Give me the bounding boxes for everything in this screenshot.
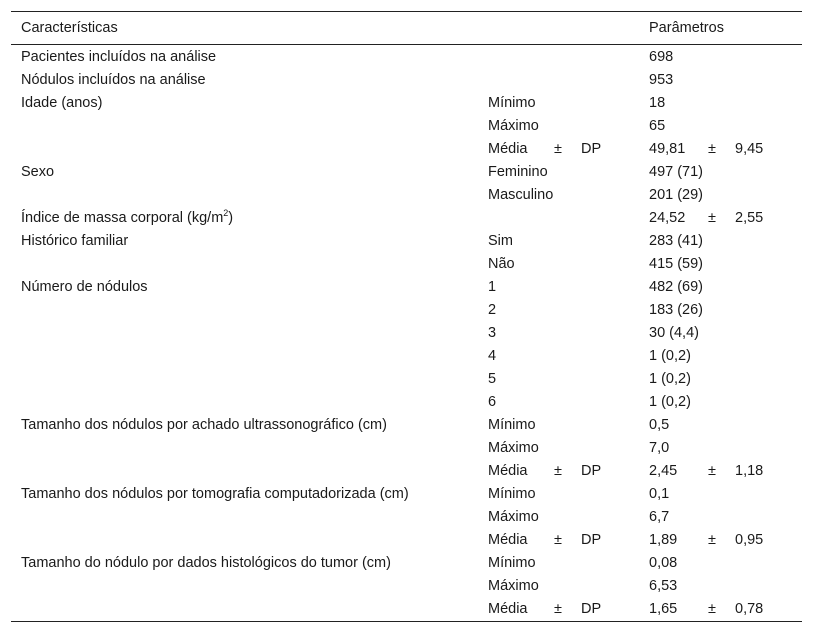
- sd-value: 0,78: [735, 601, 764, 617]
- header-parameters: Parâmetros: [649, 20, 724, 36]
- sd-label: DP: [581, 463, 602, 479]
- table-row: [11, 506, 802, 529]
- characteristic-label: [21, 72, 206, 88]
- parameter-value: 183 (26): [649, 302, 704, 318]
- table-row: [11, 483, 802, 506]
- plus-minus-symbol: ±: [708, 463, 716, 479]
- table-row: [11, 207, 802, 230]
- characteristic-label: [21, 555, 391, 571]
- sd-label: DP: [581, 601, 602, 617]
- subcategory-label: Máximo: [488, 440, 539, 456]
- subcategory-label: 2: [488, 302, 497, 318]
- parameter-value: 49,81: [649, 141, 686, 157]
- parameter-value: 698: [649, 49, 674, 65]
- subcategory-label: Mínimo: [488, 417, 536, 433]
- characteristic-text: Sexo: [21, 164, 55, 180]
- table-row: [11, 322, 802, 345]
- sd-value: 9,45: [735, 141, 764, 157]
- characteristic-label: [21, 210, 233, 226]
- parameter-value: 953: [649, 72, 674, 88]
- characteristic-label: [21, 417, 387, 433]
- characteristic-text: Tamanho dos nódulos por tomografia computadorizada (cm): [21, 486, 409, 502]
- sd-value: 2,55: [735, 210, 764, 226]
- parameter-value: 18: [649, 95, 666, 111]
- table-row: [11, 299, 802, 322]
- parameter-value: 283 (41): [649, 233, 704, 249]
- plus-minus-symbol: ±: [554, 463, 562, 479]
- parameter-value: 482 (69): [649, 279, 704, 295]
- table-row: [11, 391, 802, 414]
- table-row: [11, 460, 802, 483]
- parameter-value: 65: [649, 118, 666, 134]
- table-row: [11, 529, 802, 552]
- parameter-value: 0,5: [649, 417, 670, 433]
- characteristics-table: [11, 11, 802, 622]
- subcategory-label: 6: [488, 394, 497, 410]
- sd-label: DP: [581, 532, 602, 548]
- plus-minus-symbol: ±: [554, 141, 562, 157]
- plus-minus-symbol: ±: [708, 601, 716, 617]
- table-row: [11, 184, 802, 207]
- table-row: [11, 230, 802, 253]
- parameter-value: 7,0: [649, 440, 670, 456]
- parameter-value: 1,89: [649, 532, 678, 548]
- parameter-value: 1,65: [649, 601, 678, 617]
- table-row: [11, 92, 802, 115]
- table-row: [11, 138, 802, 161]
- subcategory-label: Média: [488, 601, 528, 617]
- table-row: [11, 253, 802, 276]
- parameter-value: 415 (59): [649, 256, 704, 272]
- plus-minus-symbol: ±: [554, 532, 562, 548]
- parameter-value: 1 (0,2): [649, 371, 691, 387]
- characteristic-text: Tamanho do nódulo por dados histológicos do tumor (cm): [21, 555, 391, 571]
- characteristic-label: [21, 164, 54, 180]
- parameter-value: 497 (71): [649, 164, 704, 180]
- header-characteristics: Características: [21, 20, 118, 36]
- characteristic-label: [21, 279, 148, 295]
- characteristic-text-tail: ): [228, 210, 234, 226]
- characteristic-text: Pacientes incluídos na análise: [21, 49, 217, 65]
- subcategory-label: Máximo: [488, 578, 539, 594]
- table-row: [11, 345, 802, 368]
- table-header: [11, 12, 802, 45]
- characteristic-text: Nódulos incluídos na análise: [21, 72, 206, 88]
- characteristic-text: Histórico familiar: [21, 233, 129, 249]
- parameter-value: 30 (4,4): [649, 325, 699, 341]
- parameter-value: 1 (0,2): [649, 394, 691, 410]
- table-row: [11, 46, 802, 69]
- table-body: [11, 45, 802, 621]
- characteristic-label: [21, 486, 409, 502]
- subcategory-label: Média: [488, 463, 528, 479]
- subcategory-label: 1: [488, 279, 497, 295]
- parameter-value: 24,52: [649, 210, 686, 226]
- subcategory-label: Média: [488, 141, 528, 157]
- subcategory-label: 4: [488, 348, 497, 364]
- characteristic-label: [21, 233, 128, 249]
- subcategory-label: Mínimo: [488, 555, 536, 571]
- parameter-value: 2,45: [649, 463, 678, 479]
- characteristic-label: [21, 95, 102, 111]
- characteristic-text: Tamanho dos nódulos por achado ultrassonográfico (cm): [21, 417, 387, 433]
- table-row: [11, 161, 802, 184]
- sd-value: 0,95: [735, 532, 764, 548]
- sd-label: DP: [581, 141, 602, 157]
- table-row: [11, 437, 802, 460]
- subcategory-label: 5: [488, 371, 497, 387]
- subcategory-label: Mínimo: [488, 486, 536, 502]
- subcategory-label: Média: [488, 532, 528, 548]
- table-row: [11, 414, 802, 437]
- sd-value: 1,18: [735, 463, 764, 479]
- subcategory-label: Mínimo: [488, 95, 536, 111]
- subcategory-label: Máximo: [488, 118, 539, 134]
- table-row: [11, 552, 802, 575]
- parameter-value: 6,53: [649, 578, 678, 594]
- subcategory-label: Feminino: [488, 164, 548, 180]
- characteristic-label: [21, 49, 216, 65]
- parameter-value: 201 (29): [649, 187, 704, 203]
- subcategory-label: Não: [488, 256, 515, 272]
- characteristic-text: Idade (anos): [21, 95, 103, 111]
- characteristic-text: Índice de massa corporal (kg/m: [21, 210, 224, 226]
- subcategory-label: 3: [488, 325, 497, 341]
- characteristic-text: Número de nódulos: [21, 279, 148, 295]
- parameter-value: 0,1: [649, 486, 670, 502]
- table-row: [11, 575, 802, 598]
- plus-minus-symbol: ±: [554, 601, 562, 617]
- subcategory-label: Sim: [488, 233, 513, 249]
- parameter-value: 0,08: [649, 555, 678, 571]
- table-row: [11, 115, 802, 138]
- plus-minus-symbol: ±: [708, 532, 716, 548]
- plus-minus-symbol: ±: [708, 210, 716, 226]
- table-row: [11, 368, 802, 391]
- subcategory-label: Masculino: [488, 187, 554, 203]
- unit-superscript: 2: [223, 208, 229, 219]
- plus-minus-symbol: ±: [708, 141, 716, 157]
- table-row: [11, 276, 802, 299]
- parameter-value: 6,7: [649, 509, 670, 525]
- table-row: [11, 69, 802, 92]
- subcategory-label: Máximo: [488, 509, 539, 525]
- parameter-value: 1 (0,2): [649, 348, 691, 364]
- table-row: [11, 598, 802, 621]
